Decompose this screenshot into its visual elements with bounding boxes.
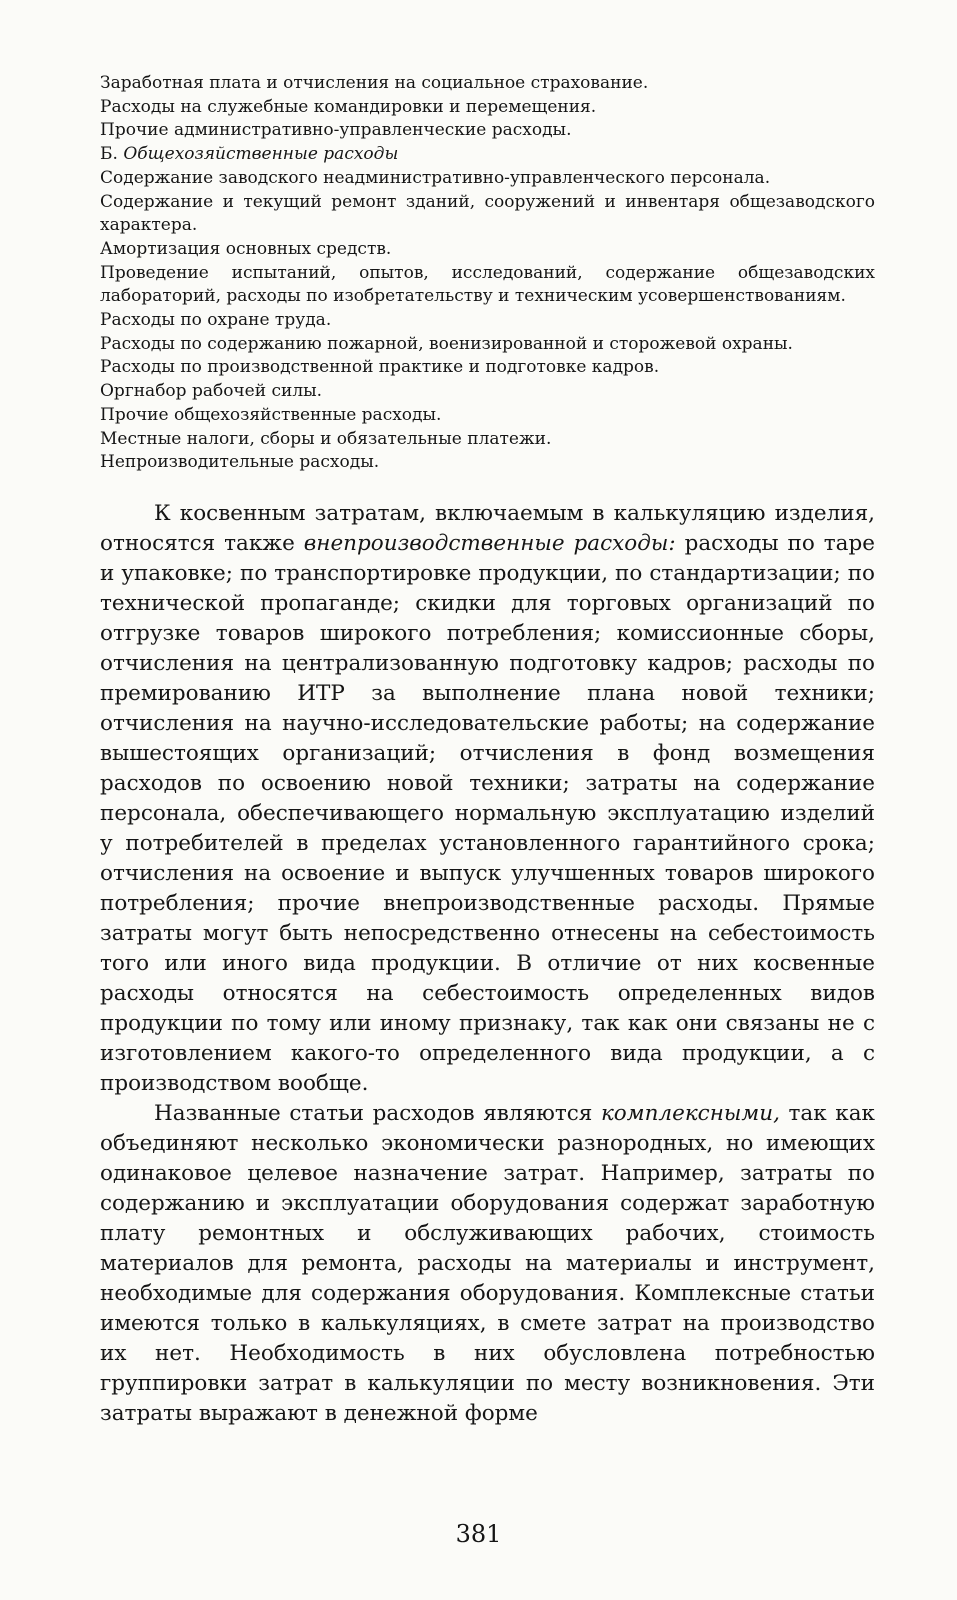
list-item: Местные налоги, сборы и обязательные платежи. (100, 428, 552, 449)
list-item: Расходы на служебные командировки и перемещения. (100, 96, 597, 117)
list-item: Амортизация основных средств. (100, 238, 392, 259)
list-item: Содержание заводского неадминистративно-управленческого персонала. (100, 167, 771, 188)
paragraph-text: расходы по таре и упаковке; по транспортировке продукции, по стандартизации; по технической пропаганде; скидки для торговых организаций по отгрузке товаров широкого потребления; комиссионные сборы, отчисления на централизованную подготовку кадров; расходы по премированию ИТР за выполнение плана новой техники; отчисления на научно-исследовательские работы; на содержание вышестоящих организаций; отчисления в фонд возмещения расходов по освоению новой техники; затраты на содержание персонала, обеспечивающего нормальную эксплуатацию изделий у потребителей в пределах установленного гарантийного срока; отчисления на освоение и выпуск улучшенных товаров широкого потребления; прочие внепроизводственные расходы. Прямые затраты могут быть непосредственно отнесены на себестоимость того или иного вида продукции. В отличие от них косвенные расходы относятся на себестоимость определенных видов продукции по тому или иному признаку, так как они связаны не с изготовлением какого-то определенного вида продукции, а с производством вообще. (100, 530, 875, 1096)
list-item: Расходы по содержанию пожарной, военизированной и сторожевой охраны. (100, 333, 793, 354)
italic-term: комплексными, (600, 1100, 780, 1126)
paragraph-text: так как объединяют несколько экономически разнородных, но имеющих одинаковое целевое назначение затрат. Например, затраты по содержанию и эксплуатации оборудования содержат заработную плату ремонтных и обслуживающих рабочих, стоимость материалов для ремонта, расходы на материалы и инструмент, необходимые для содержания оборудования. Комплексные статьи имеются только в калькуляциях, в смете затрат на производство их нет. Необходимость в них обусловлена потребностью группировки затрат в калькуляции по месту возникновения. Эти затраты выражают в денежной форме (100, 1100, 875, 1426)
section-title: Общехозяйственные расходы (123, 144, 399, 165)
body-text (100, 499, 875, 1429)
paragraph-text: К косвенным затратам, включаемым в калькуляцию изделия, относятся также (100, 500, 875, 556)
list-item: Непроизводительные расходы. (100, 452, 380, 473)
italic-term: внепроизводственные расходы: (303, 530, 676, 556)
paragraph (100, 1099, 875, 1429)
list-item: Оргнабор рабочей силы. (100, 381, 323, 402)
list-item: Проведение испытаний, опытов, исследований, содержание общезаводских лабораторий, расходы по изобретательству и техническим усовершенствованиям. (100, 262, 875, 307)
page-content (100, 72, 875, 1429)
page-number: 381 (455, 1520, 502, 1548)
list-item: Расходы по охране труда. (100, 310, 332, 331)
section-heading (100, 143, 875, 167)
paragraph-text: Названные статьи расходов являются (154, 1100, 601, 1126)
expense-list (100, 72, 875, 475)
list-item: Прочие общехозяйственные расходы. (100, 404, 442, 425)
list-item: Прочие административно-управленческие расходы. (100, 120, 572, 141)
list-item: Содержание и текущий ремонт зданий, сооружений и инвентаря общезаводского характера. (100, 191, 875, 236)
list-item: Расходы по производственной практике и подготовке кадров. (100, 357, 660, 378)
paragraph (100, 499, 875, 1099)
list-item: Заработная плата и отчисления на социальное страхование. (100, 73, 649, 93)
section-prefix: Б. (100, 144, 118, 165)
